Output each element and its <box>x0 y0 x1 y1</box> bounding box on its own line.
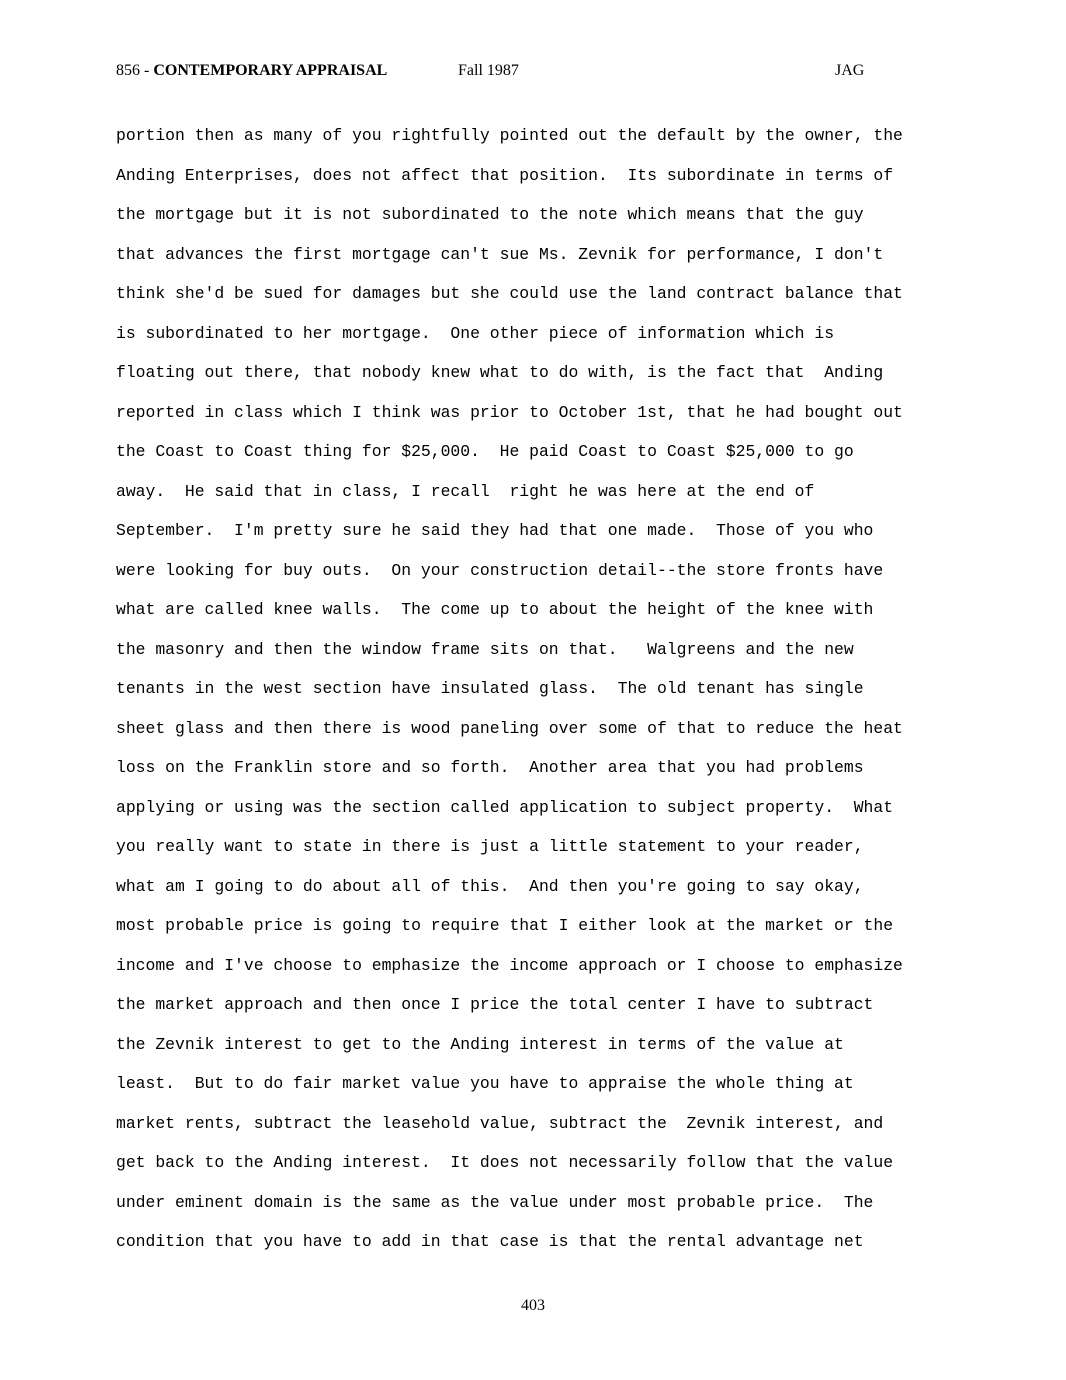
text-line: what are called knee walls. The come up to about the height of the knee with <box>116 600 874 619</box>
page-number: 403 <box>521 1297 545 1314</box>
text-line: get back to the Anding interest. It does not necessarily follow that the value <box>116 1153 894 1172</box>
text-line: applying or using was the section called application to subject property. What <box>116 797 894 817</box>
transcript-body <box>116 122 976 1268</box>
text-line: you really want to state in there is just a little statement to your reader, <box>116 837 864 856</box>
author-initials: JAG <box>835 62 865 79</box>
text-line: condition that you have to add in that case is that the rental advantage net <box>116 1232 864 1251</box>
text-line: away. He said that in class, I recall right he was here at the end of <box>116 481 815 501</box>
page-header <box>116 62 956 84</box>
text-line: Anding Enterprises, does not affect that position. Its subordinate in terms of <box>116 165 894 185</box>
text-line: September. I'm pretty sure he said they had that one made. Those of you who <box>116 521 874 540</box>
text-line: income and I've choose to emphasize the income approach or I choose to emphasize <box>116 955 903 975</box>
text-line: loss on the Franklin store and so forth. Another area that you had problems <box>116 758 864 777</box>
text-line: portion then as many of you rightfully pointed out the default by the owner, the <box>116 126 903 145</box>
course-label <box>116 62 387 80</box>
text-line: reported in class which I think was prior to October 1st, that he had bought out <box>116 402 903 422</box>
text-line: the masonry and then the window frame sits on that. Walgreens and the new <box>116 639 854 659</box>
text-line: most probable price is going to require that I either look at the market or the <box>116 916 894 935</box>
term-label: Fall 1987 <box>458 62 519 79</box>
text-line: market rents, subtract the leasehold value, subtract the Zevnik interest, and <box>116 1113 884 1133</box>
text-line: the Coast to Coast thing for $25,000. He paid Coast to Coast $25,000 to go <box>116 442 854 461</box>
text-line: least. But to do fair market value you have to appraise the whole thing at <box>116 1074 854 1093</box>
text-line: that advances the first mortgage can't sue Ms. Zevnik for performance, I don't <box>116 244 884 264</box>
course-title: CONTEMPORARY APPRAISAL <box>153 62 388 79</box>
text-line: floating out there, that nobody knew what to do with, is the fact that Anding <box>116 363 884 382</box>
text-line: were looking for buy outs. On your construction detail--the store fronts have <box>116 560 884 580</box>
text-line: is subordinated to her mortgage. One other piece of information which is <box>116 323 835 343</box>
text-line: the Zevnik interest to get to the Anding interest in terms of the value at <box>116 1034 844 1054</box>
text-line: tenants in the west section have insulated glass. The old tenant has single <box>116 679 864 698</box>
text-line: the mortgage but it is not subordinated to the note which means that the guy <box>116 205 864 224</box>
text-line: think she'd be sued for damages but she could use the land contract balance that <box>116 284 903 303</box>
text-line: sheet glass and then there is wood paneling over some of that to reduce the heat <box>116 718 903 738</box>
text-line: under eminent domain is the same as the value under most probable price. The <box>116 1192 874 1212</box>
text-line: what am I going to do about all of this. And then you're going to say okay, <box>116 876 864 896</box>
text-line: the market approach and then once I price the total center I have to subtract <box>116 995 874 1014</box>
course-number: 856 - <box>116 62 154 79</box>
